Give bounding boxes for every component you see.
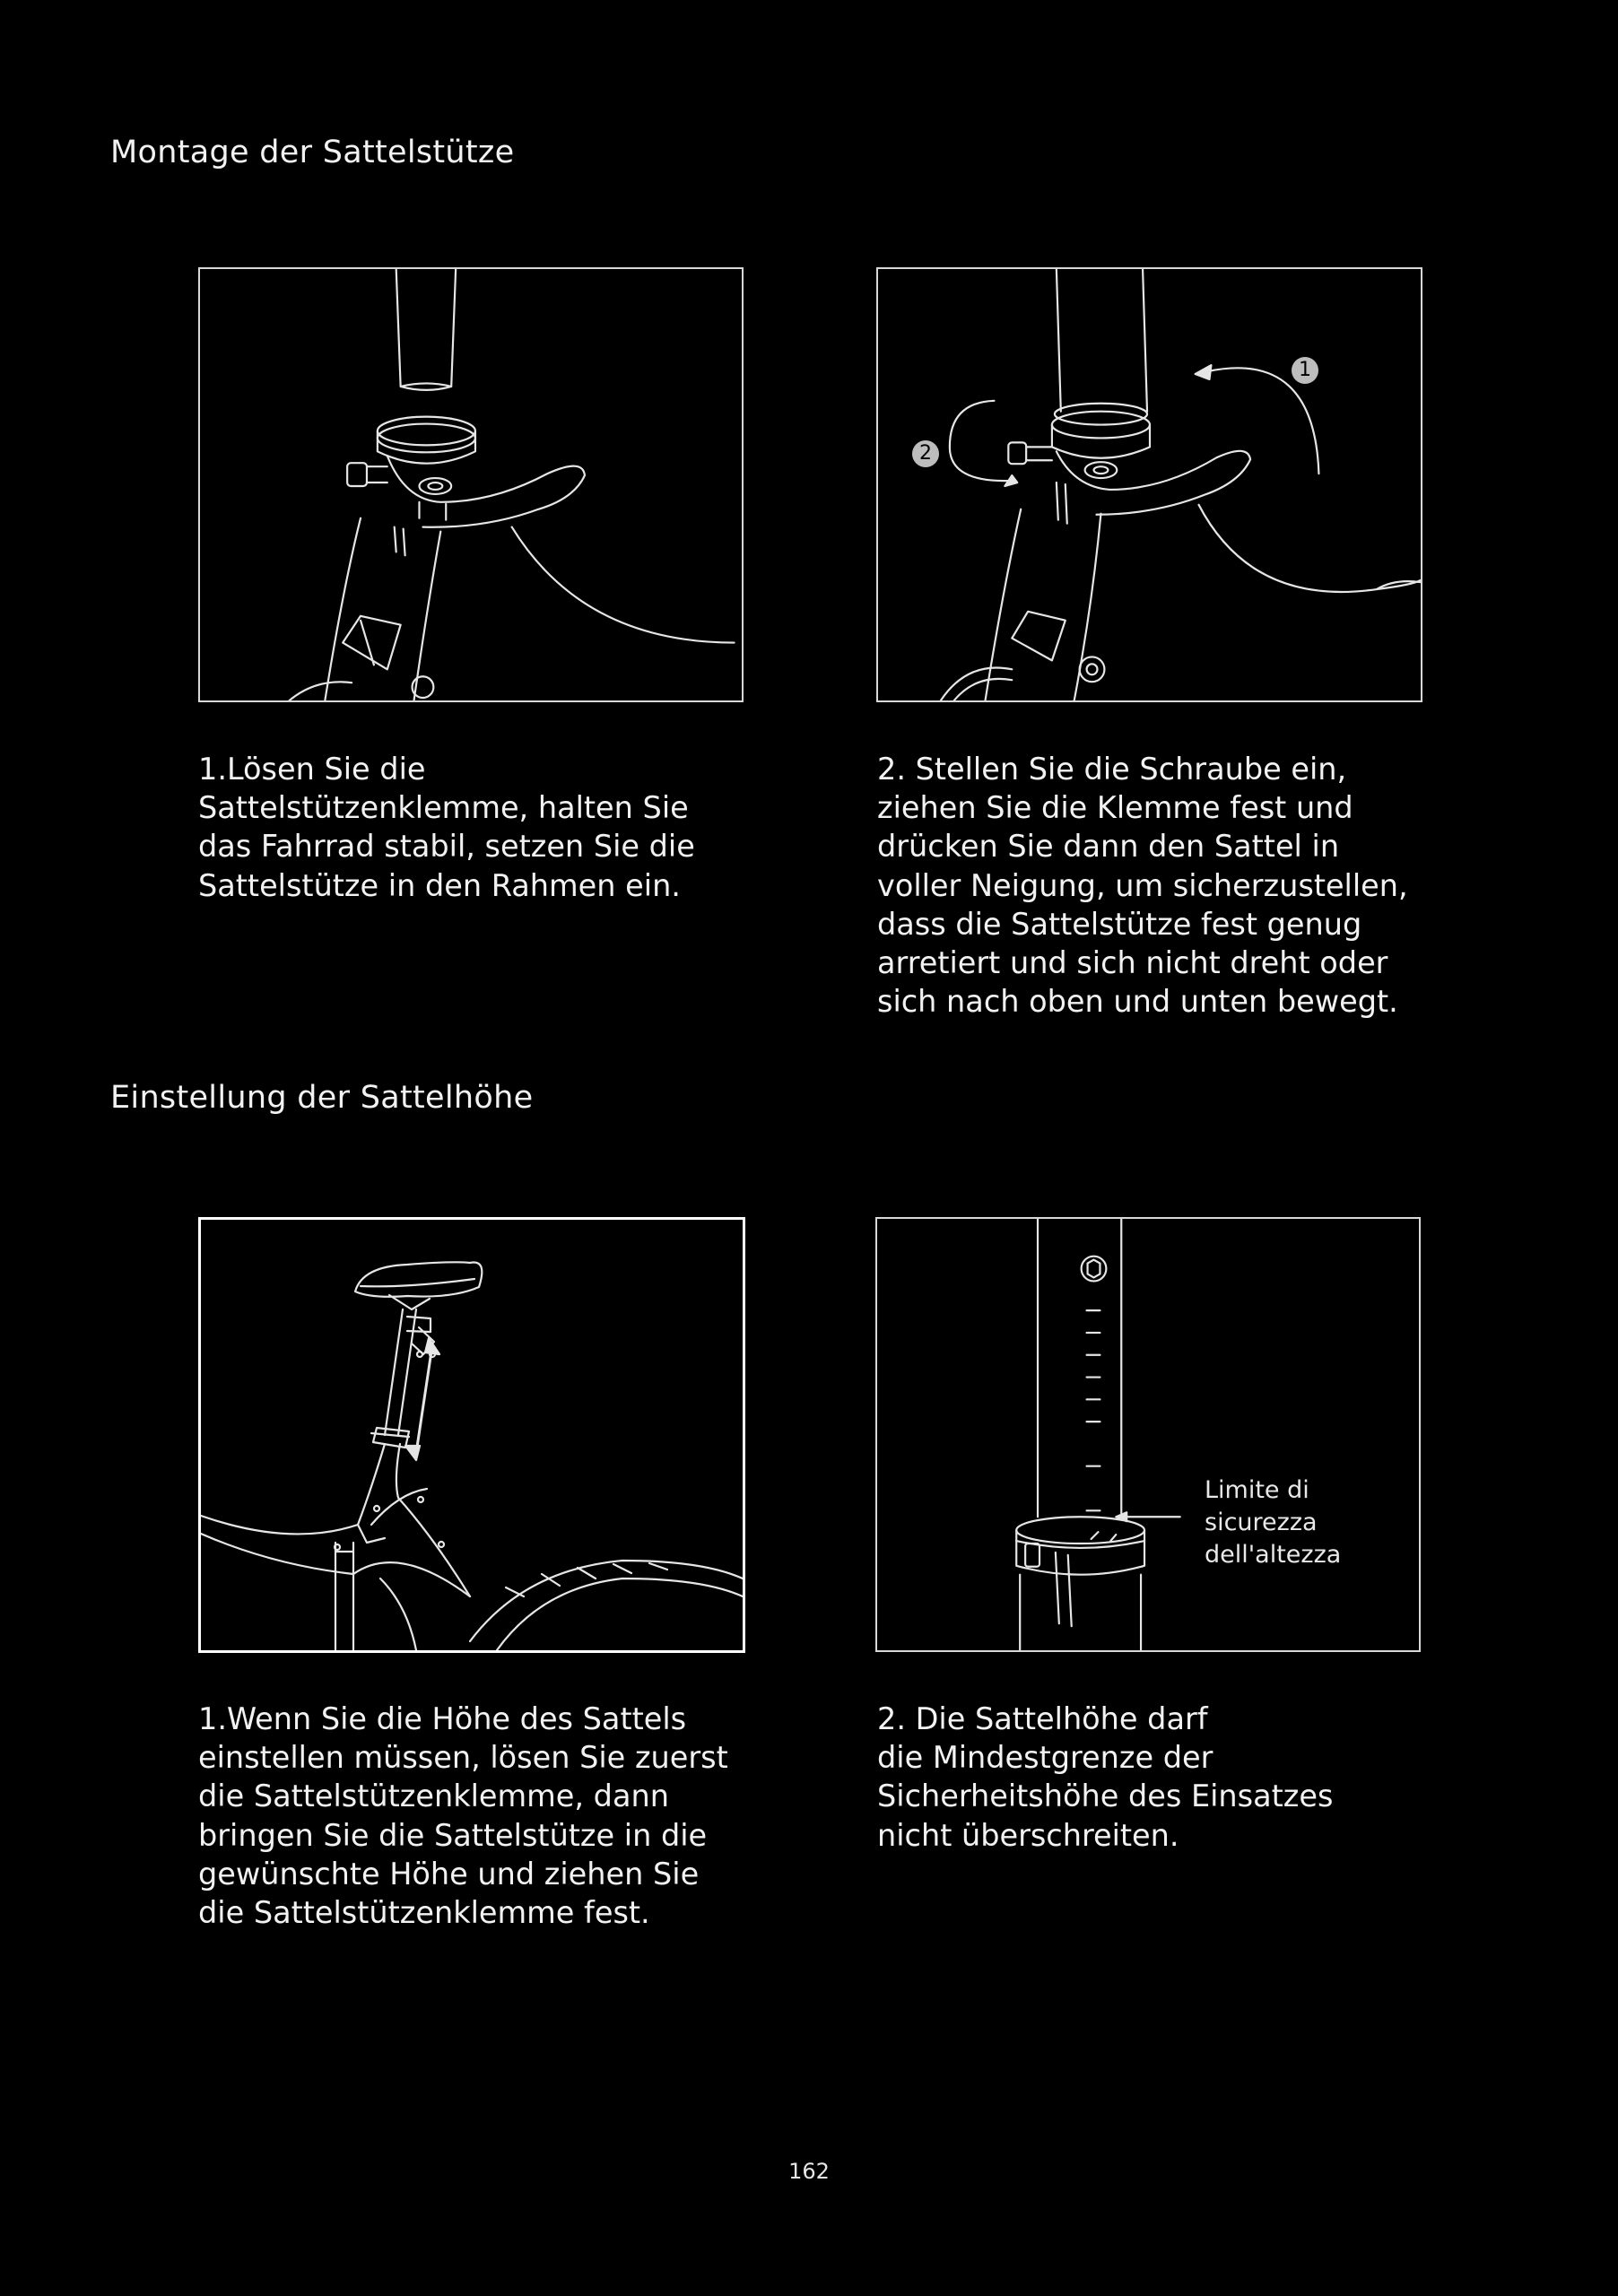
text-line: bringen Sie die Sattelstütze in die (198, 1817, 708, 1853)
figure-clamp-open (198, 267, 744, 702)
step-marker-2: 2 (912, 440, 939, 467)
step-text-height-2 (877, 1700, 1333, 1855)
text-line: Sattelstützenklemme, halten Sie (198, 790, 689, 826)
text-line: dass die Sattelstütze fest genug (877, 906, 1362, 942)
step-text-mounting-1 (198, 750, 695, 905)
text-line: Sattelstütze in den Rahmen ein. (198, 867, 681, 903)
section-title-saddle-height: Einstellung der Sattelhöhe (110, 1080, 534, 1116)
text-line: sich nach oben und unten bewegt. (877, 984, 1398, 1020)
text-line: die Sattelstützenklemme, dann (198, 1779, 669, 1814)
page-number: 162 (788, 2159, 830, 2184)
step-text-mounting-2 (877, 750, 1408, 1021)
step-text-height-1 (198, 1700, 728, 1932)
figure-min-insertion-mark (875, 1217, 1421, 1652)
step-marker-1: 1 (1292, 357, 1318, 384)
text-line: gewünschte Höhe und ziehen Sie (198, 1856, 700, 1892)
text-line: 1.Lösen Sie die (198, 752, 426, 787)
section-title-seatpost-mounting: Montage der Sattelstütze (110, 135, 515, 170)
text-line: 2. Die Sattelhöhe darf (877, 1701, 1208, 1736)
text-line: drücken Sie dann den Sattel in (877, 829, 1340, 865)
text-line: voller Neigung, um sicherzustellen, (877, 867, 1408, 903)
text-line: 2. Stellen Sie die Schraube ein, (877, 752, 1347, 787)
text-line: Sicherheitshöhe des Einsatzes (877, 1779, 1334, 1814)
text-line: die Mindestgrenze der (877, 1740, 1214, 1776)
text-line: arretiert und sich nicht dreht oder (877, 945, 1388, 981)
label-line: Limite di (1205, 1476, 1309, 1504)
text-line: nicht überschreiten. (877, 1817, 1179, 1853)
text-line: das Fahrrad stabil, setzen Sie die (198, 829, 695, 865)
label-line: dell'altezza (1205, 1541, 1342, 1569)
text-line: einstellen müssen, lösen Sie zuerst (198, 1740, 728, 1776)
text-line: ziehen Sie die Klemme fest und (877, 790, 1353, 826)
text-line: die Sattelstützenklemme fest. (198, 1895, 650, 1931)
figure-saddle-height-adjust (198, 1217, 745, 1653)
figure-clamp-tighten (876, 267, 1422, 702)
text-line: 1.Wenn Sie die Höhe des Sattels (198, 1701, 687, 1736)
safety-height-limit-label (1205, 1474, 1341, 1571)
label-line: sicurezza (1205, 1509, 1318, 1536)
